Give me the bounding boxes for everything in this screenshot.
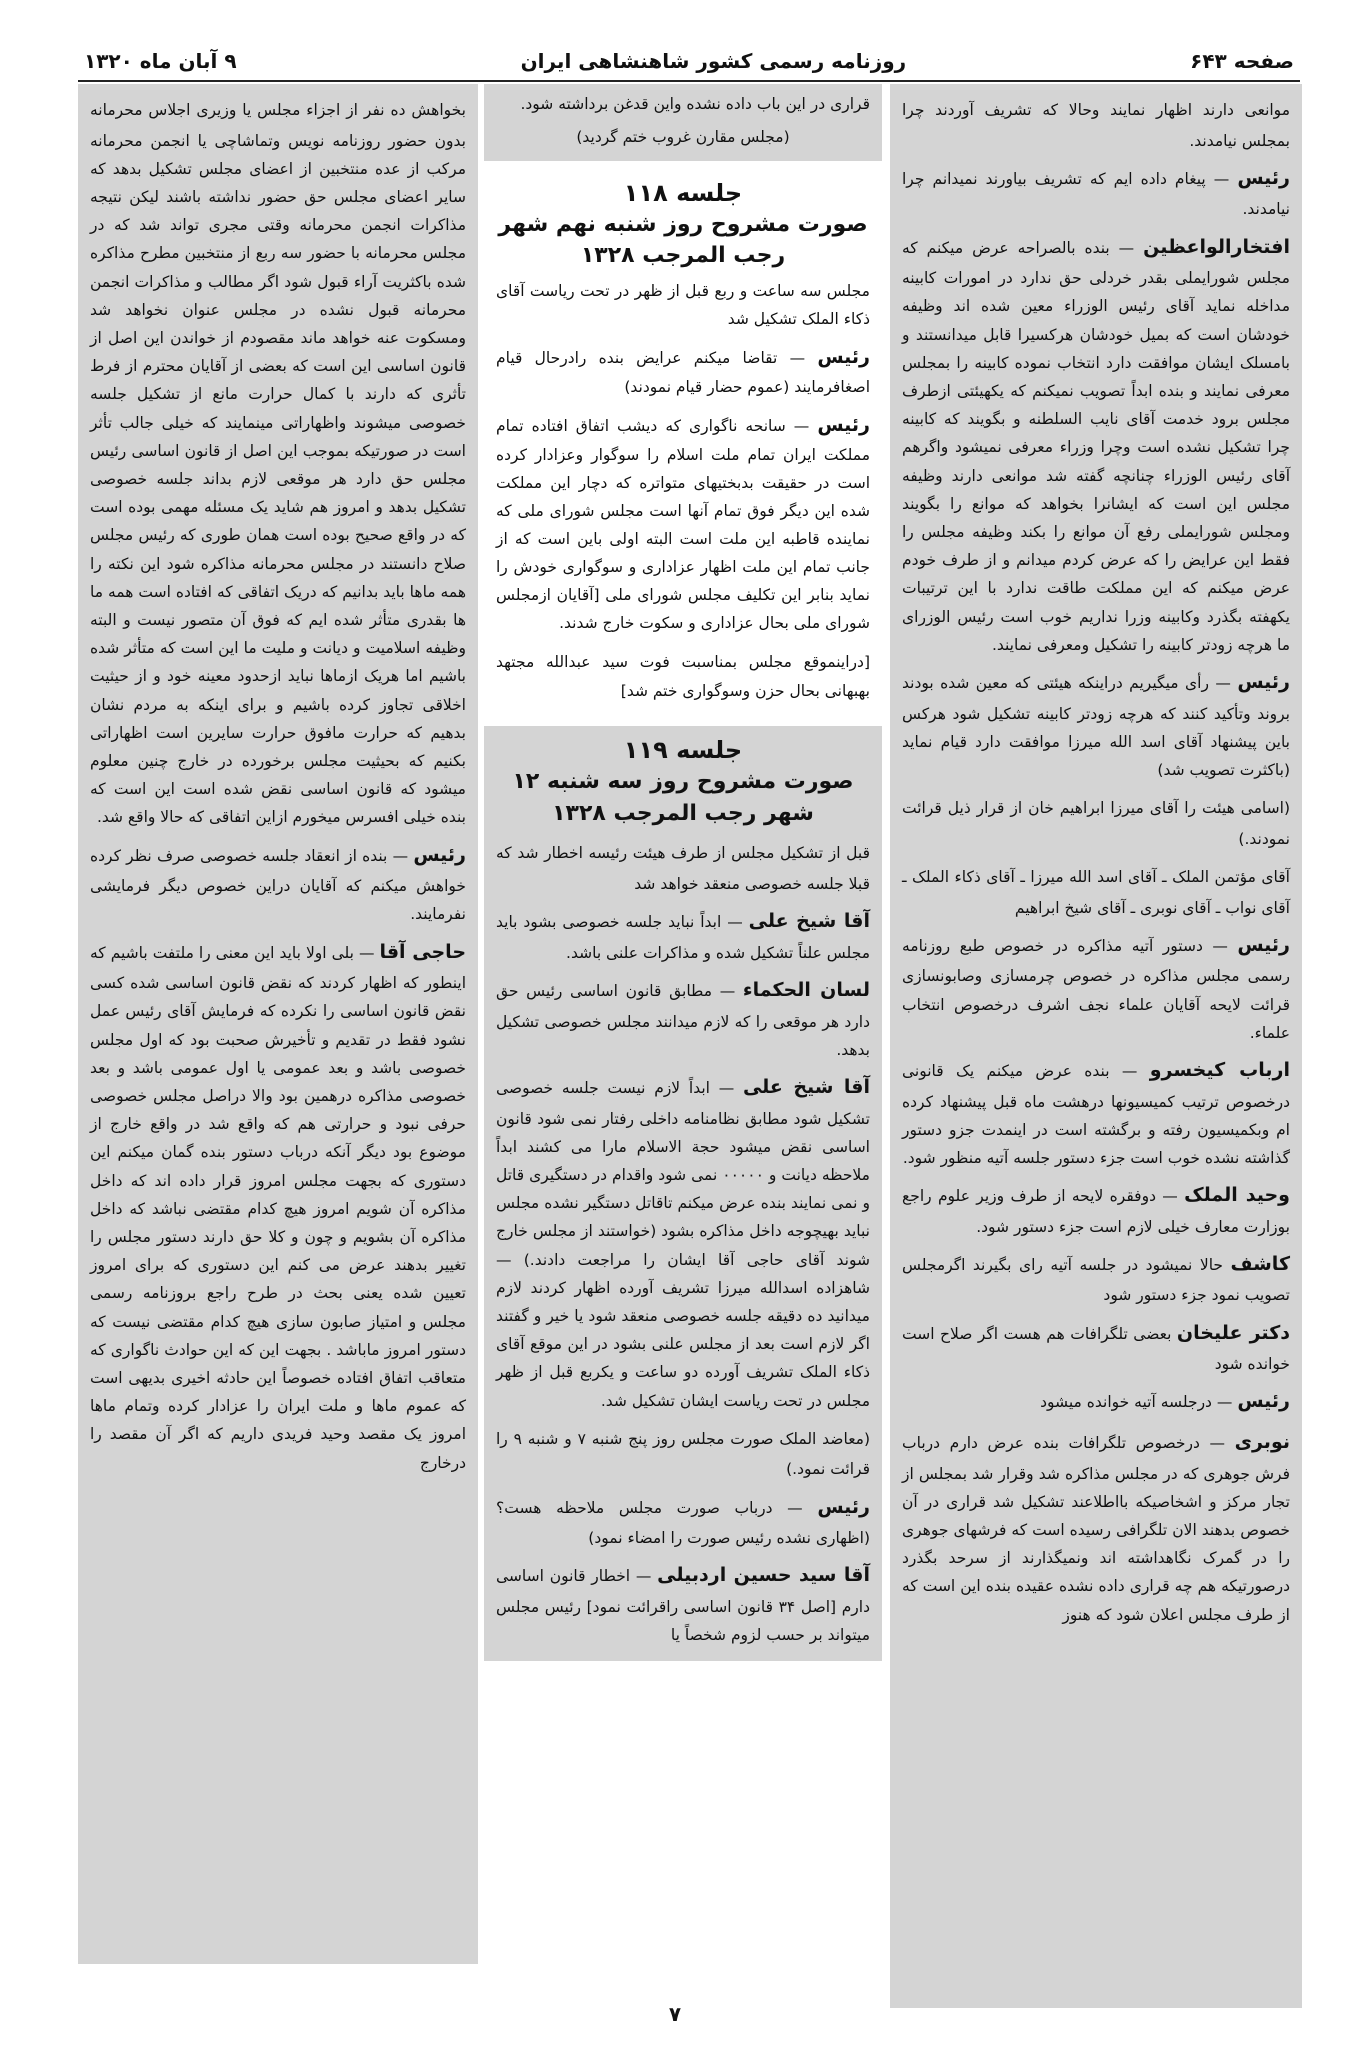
paragraph — [90, 838, 466, 929]
session-118 — [484, 169, 882, 718]
footer-page-number: ۷ — [668, 2002, 682, 2026]
paragraph-text: — درجلسه آتیه خوانده میشود — [1040, 1393, 1238, 1412]
session-118-intro: مجلس سه ساعت و ربع قبل از ظهر در تحت ریاست آقای ذکاء الملک تشکیل شد — [496, 282, 870, 329]
speaker-name: آقا شیخ علی — [748, 910, 870, 933]
paragraph — [496, 835, 870, 898]
middle-column — [484, 84, 882, 2008]
session-118-subtitle: صورت مشروح روز شنبه نهم شهر رجب المرجب ۱۳۲۸ — [498, 211, 868, 269]
speaker-name: وحید الملک — [1184, 1184, 1290, 1207]
speaker-name: حاجی آقا — [379, 940, 467, 963]
paragraph — [496, 973, 870, 1064]
paragraph — [496, 1558, 870, 1649]
paragraph — [902, 1178, 1290, 1241]
paragraph — [496, 644, 870, 706]
session-118-title: جلسه ۱۱۸ — [623, 178, 743, 207]
paragraph-text: — ابداً لازم نیست جلسه خصوصی تشکیل شود مطابق نظامنامه داخلی رفتار نمی شود قانون اساسی نقض میشود حجة الاسلام مارا می کشند ابداً ملاحظه دیانت و ۰۰۰۰۰ نمی شود واقدام در دستگیری قاتل و نمی نمایند بنده عرض میکنم تاقاتل دستگیر نشده مجلس نباید بهیچوجه داخل مذاکره بشود (خواستند از مجلس خارج شوند آقای حاجی آقا ایشان را مراجعت دادند.) — شاهزاده اسدالله میرزا تشریف آورده اظهار کردند لازم میدانید ده دقیقه جلسه خصوصی منعقد شود یا خیر و گفتند اگر لازم است بعد از مجلس علنی بشود در این موقع آقای ذکاء الملک تشریف آورده دو ساعت و یکربع قبل از ظهر مجلس در تحت ریاست ایشان تشکیل شد. — [496, 1079, 870, 1410]
paragraph-text: — بنده بالصراحه عرض میکنم که مجلس شورایملی بقدر خردلی حق ندارد در امورات کابینه مداخله نماید آقای رئیس الوزراء معین شده اند وظیفه خودشان است که بمیل خودشان هرکسیرا قابل میدانستند و بامسلک ایشان موافقت دارد انتخاب نموده کابینه را بمجلس معرفی نمایند و بنده ابداً تصویب نمیکنم که یکهیئتی ازطرف مجلس برود خدمت آقای نایب السلطنه و بگویند که کابینه چرا تشکیل نشده است وچرا وزراء معرفی نمیشود واگرهم آقای رئیس الوزراء چنانچه گفته شد موانعی دارند وظیفه مجلس این است که ایشانرا بخواهد که موانع را بگویند ومجلس شورایملی رفع آن موانع را بکند وظیفه مجلس را فقط این عرایض را که عرض کردم میدانم و از طرف خودم عرض میکنم که این مملکت طاقت ندارد با این ترتیبات یکهفته بگذرد وکابینه وزرا نداریم خوب است رئیس الوزرای ما هرچه زودتر کابینه را تشکیل ومعرفی نمایند. — [902, 238, 1290, 654]
paragraph-text: — ابداً نباید جلسه خصوصی بشود باید مجلس علناً تشکیل شده و مذاکرات علنی باشد. — [496, 913, 870, 962]
speaker-name: رئیس — [817, 346, 870, 369]
session-119-subtitle: صورت مشروح روز سه شنبه ۱۲ شهر رجب المرجب ۱۳۲۸ — [512, 768, 854, 826]
paragraph-text: — بنده عرض میکنم یک قانونی درخصوص ترتیب کمیسیونها درهشت ماه قبل پیشنهاد کرده ام وبکمیسیون رفته و برگشته است در اینمدت جزو دستور گذاشته نشده خوب است جزء دستور جلسه آتیه منظور شود. — [902, 1061, 1290, 1167]
speaker-name: رئیس — [1237, 670, 1290, 693]
paragraph — [496, 340, 870, 402]
paragraph-text: — درباب صورت مجلس ملاحظه هست؟ (اظهاری نشده رئیس صورت را امضاء نمود) — [496, 1498, 870, 1548]
paragraph — [496, 904, 870, 967]
speaker-name: دکتر علیخان — [1176, 1321, 1290, 1344]
speaker-name: رئیس — [817, 414, 870, 437]
speaker-name: رئیس — [413, 843, 466, 866]
paragraph — [902, 1384, 1290, 1419]
newspaper-title: روزنامه رسمی کشور شاهنشاهی ایران — [520, 49, 907, 73]
speaker-name: آقا شیخ علی — [742, 1076, 870, 1099]
session-117-ending — [484, 84, 882, 161]
paragraph-text: — اخطار قانون اساسی دارم [اصل ۳۴ قانون اساسی راقرائت نمود] رئیس مجلس میتواند بر حسب لزوم شخصاً یا — [496, 1567, 870, 1645]
speaker-name: رئیس — [1237, 933, 1290, 956]
paragraph-text: (معاضد الملک صورت مجلس روز پنج شنبه ۷ و شنبه ۹ را قرائت نمود.) — [496, 1429, 871, 1479]
paragraph-text: قراری در این باب داده نشده واین قدغن برداشته شود. — [520, 95, 870, 113]
paragraph-text: — رأی میگیریم دراینکه هیئتی که معین شده بودند بروند وتأکید کنند که هرچه زودتر کابینه تشکیل شود هرکس باین پیشنهاد آقای اسد الله میرزا موافقت دارد قیام نماید (باکثرت تصویب شد) — [902, 673, 1290, 779]
adjourn-note: (مجلس مقارن غروب ختم گردید) — [576, 128, 790, 147]
left-column — [78, 84, 478, 1964]
paragraph — [902, 161, 1290, 224]
session-119-title: جلسه ۱۱۹ — [623, 735, 743, 764]
paragraph-text: بخواهش ده نفر از اجزاء مجلس یا وزیری اجلاس محرمانه بدون حضور روزنامه نویس وتماشاچی یا انجمن محرمانه مرکب از عده منتخبین از اعضای مجلس تشکیل بدهد که سایر اعضای مجلس حق حضور نداشته باشند لیکن نتیجه مذاکرات انجمن محرمانه وقتی مجری تواند شد که در مجلس محرمانه با حضور سه ربع از منتخبین مطرح مذاکره شده باکثریت آراء قبول شود اگر مطالب و مذاکرات انجمن محرمانه قبول نشده در مجلس عنوان نخواهد شد ومسکوت عنه خواهد ماند مقصودم از خواندن این اصل از قانون اساسی این است که بعضی از آقایان محترم از فرط تأثری که دارند با کمال حرارت مانع از تشکیل جلسه خصوصی میشوند واظهاراتی مینمایند که خیلی جالب تأثر است در صورتیکه بموجب این اصل از قانون اساسی رئیس مجلس حق دارد هر موقعی لازم بداند جلسه خصوصی تشکیل بدهد و امروز هم شاید یک مسئله مهمی بوده است که در واقع صحیح بوده است همان طوری که رئیس مجلس صلاح دانستند در مجلس محرمانه مذاکره شود این نکته را همه ماها باید بدانیم که دریک اتفاقی که افتاده است همه ما ها بقدری متأثر شده ایم که فوق آن متصور نیست و البته وظیفه اسلامیت و دیانت و ملیت ما این است که متأثر شده باشیم اما هریک ازماها نباید ازحدود معینه خود و از حیثیت اخلاقی تجاوز کرده باشیم و برای اینکه به مردم نشان بدهیم که حرارت مافوق حرارت سایرین است اظهاراتی بکنیم که بحیثیت مجلس برخورده در خارج چنین معلوم میشود که قانون اساسی نقض شده است این است که بنده خیلی افسرس میخورم ازاین اتفاقی که حالا واقع شد. — [90, 101, 466, 827]
paragraph — [902, 230, 1290, 659]
paragraph — [90, 935, 466, 1477]
paragraph-text: موانعی دارند اظهار نمایند وحالا که تشریف آوردند چرا بمجلس نیامدند. — [902, 101, 1290, 150]
paragraph-text: آقای مؤتمن الملک ـ آقای اسد الله میرزا ـ آقای ذکاء الملک ـ آقای نواب ـ آقای نوبری ـ آقای شیخ ابراهیم — [902, 867, 1290, 917]
paragraph — [496, 1070, 870, 1415]
paragraph — [902, 790, 1290, 853]
paragraph-text: — دستور آتیه مذاکره در خصوص طبع روزنامه رسمی مجلس مذاکره در خصوص چرمسازی وصابونسازی قرائت لایحه آقایان علماء نجف اشرف درخصوص انتخاب علماء. — [902, 936, 1290, 1042]
header-date: ۹ آبان ماه ۱۳۲۰ — [84, 49, 237, 73]
paragraph — [902, 1053, 1290, 1172]
paragraph-text: — بلی اولا باید این معنی را ملتفت باشیم که اینطور که اظهار کردند که نقض قانون اساسی شده کسی نقض قانون اساسی را نکرده که فرمایش آقای رئیس عمل نشود فقط در تقدیم و تأخیرش صحبت بود که اول مجلس خصوصی باشد و بعد عمومی یا اول عمومی باشد و بعد خصوصی مذاکره درهمین بود والا دراصل مجلس خصوصی حرفی نبود و حرارتی هم که واقع شد در واقع خارج از موضوع بود دیگر آنکه درباب دستور بنده گمان میکنم این دستوری که بجهت مجلس امروز قرار داده اند که داخل مذاکره آن شویم امروز هیچ کدام مقتضی نباشد که داخل مذاکره آن بشویم و چون و کلا حق دارند دستور مجلس را تغییر بدهند عرض می کنم این دستوری که برای امروز تعیین شده یعنی بحث در طرح راجع بروزنامه رسمی مجلس و امتیاز صابون سازی هیچ کدام مقتضی نیست که دستور امروز ماباشد . بجهت این که این حوادث ناگواری که متعاقب اتفاق افتاده خصوصاً این حادثه اخیری بدیهی است که عموم ماها و ملت ایران را عزادار کرده وتمام ماها امروز یک مقصد وحید فریدی داریم که اگر آن مقصد را درخارج — [90, 943, 466, 1472]
speaker-name: رئیس — [1237, 166, 1290, 189]
paragraph — [496, 1490, 870, 1553]
paragraph — [902, 1316, 1290, 1379]
paragraph-text: — مطابق قانون اساسی رئیس حق دارد هر موقعی را که لازم میدانند مجلس خصوصی تشکیل بدهد. — [496, 982, 870, 1059]
header-page-number: صفحه ۶۴۳ — [1190, 49, 1294, 73]
paragraph — [902, 1247, 1290, 1310]
paragraph-text: — دوفقره لایحه از طرف وزیر علوم راجع بوزارت معارف خیلی لازم است جزء دستور شود. — [902, 1187, 1290, 1236]
paragraph — [902, 928, 1290, 1047]
paragraph-text: حالا نمیشود در جلسه آتیه رای بگیرند اگرمجلس تصویب نمود جزء دستور شود — [902, 1255, 1290, 1305]
speaker-name: افتخارالواعظین — [1143, 235, 1290, 258]
paragraph — [90, 92, 466, 832]
paragraph-text: [دراینموقع مجلس بمناسبت فوت سید عبدالله مجتهد بهبهانی بحال حزن وسوگواری ختم شد] — [496, 652, 870, 700]
speaker-name: رئیس — [817, 1495, 870, 1518]
speaker-name: کاشف — [1230, 1252, 1290, 1275]
paragraph — [902, 92, 1290, 155]
speaker-name: ارباب کیخسرو — [1149, 1058, 1290, 1081]
paragraph-text: — سانحه ناگواری که دیشب اتفاق افتاده تمام مملکت ایران تمام ملت اسلام را سوگوار وعزادار کرده است در حقیقت بدبختیهای متواتره که دچار این مملکت شده این دیگر فوق تمام آنها است مجلس شورای ملی که نماینده قاطبه این ملت است البته اولی باین است که از جانب تمام این ملت اظهار عزاداری و سوگواری خودش را نماید بنابر این تکلیف مجلس شورای ملی [آقایان ازمجلس شورای ملی بحال عزاداری و سکوت خارج شدند. — [496, 417, 870, 632]
paragraph — [902, 665, 1290, 784]
speaker-name: لسان الحکماء — [742, 979, 870, 1002]
paragraph — [496, 1421, 870, 1484]
speaker-name: رئیس — [1237, 1390, 1290, 1413]
session-119 — [484, 726, 882, 1662]
paragraph-text: — بنده از انعقاد جلسه خصوصی صرف نظر کرده خواهش میکنم که آقایان دراین خصوص دیگر فرمایشی نفرمایند. — [90, 846, 466, 924]
paragraph-text: — پیغام داده ایم که تشریف بیاورند نمیدانم چرا نیامدند. — [902, 169, 1290, 219]
speaker-name: آقا سید حسین اردبیلی — [657, 1564, 870, 1587]
right-column — [890, 84, 1302, 2008]
paragraph-text: بعضی تلگرافات هم هست اگر صلاح است خوانده شود — [902, 1324, 1290, 1374]
paragraph — [496, 408, 870, 637]
speaker-name: نوبری — [1234, 1431, 1290, 1454]
paragraph-text: قبل از تشکیل مجلس از طرف هیئت رئیسه اخطار شد که قبلا جلسه خصوصی منعقد خواهد شد — [496, 844, 870, 894]
paragraph-text: — درخصوص تلگرافات بنده عرض دارم درباب فرش جوهری که در مجلس مذاکره شد وقرار شد بمجلس از تجار مرکز و اشخاصیکه بااطلاعند تشکیل شد قراری در آن خصوص بدهند الان تلگرافی رسیده است که فرشهای جوهری را در گمرک نگاهداشته اند ونمیگذارند از سرحد بگذرد درصورتیکه هم چه قراری داده نشده عقیده بنده این است که از طرف مجلس اعلان شود که هنوز — [902, 1434, 1290, 1624]
paragraph-text: (اسامی هیئت را آقای میرزا ابراهیم خان از قرار ذیل قرائت نمودند.) — [902, 799, 1290, 848]
paragraph — [902, 859, 1290, 922]
paragraph — [902, 1425, 1290, 1629]
page-header — [78, 42, 1300, 82]
paragraph-text: — تقاضا میکنم عرایض بنده رادرحال قیام اصغافرمایند (عموم حضار قیام نمودند) — [496, 349, 870, 397]
